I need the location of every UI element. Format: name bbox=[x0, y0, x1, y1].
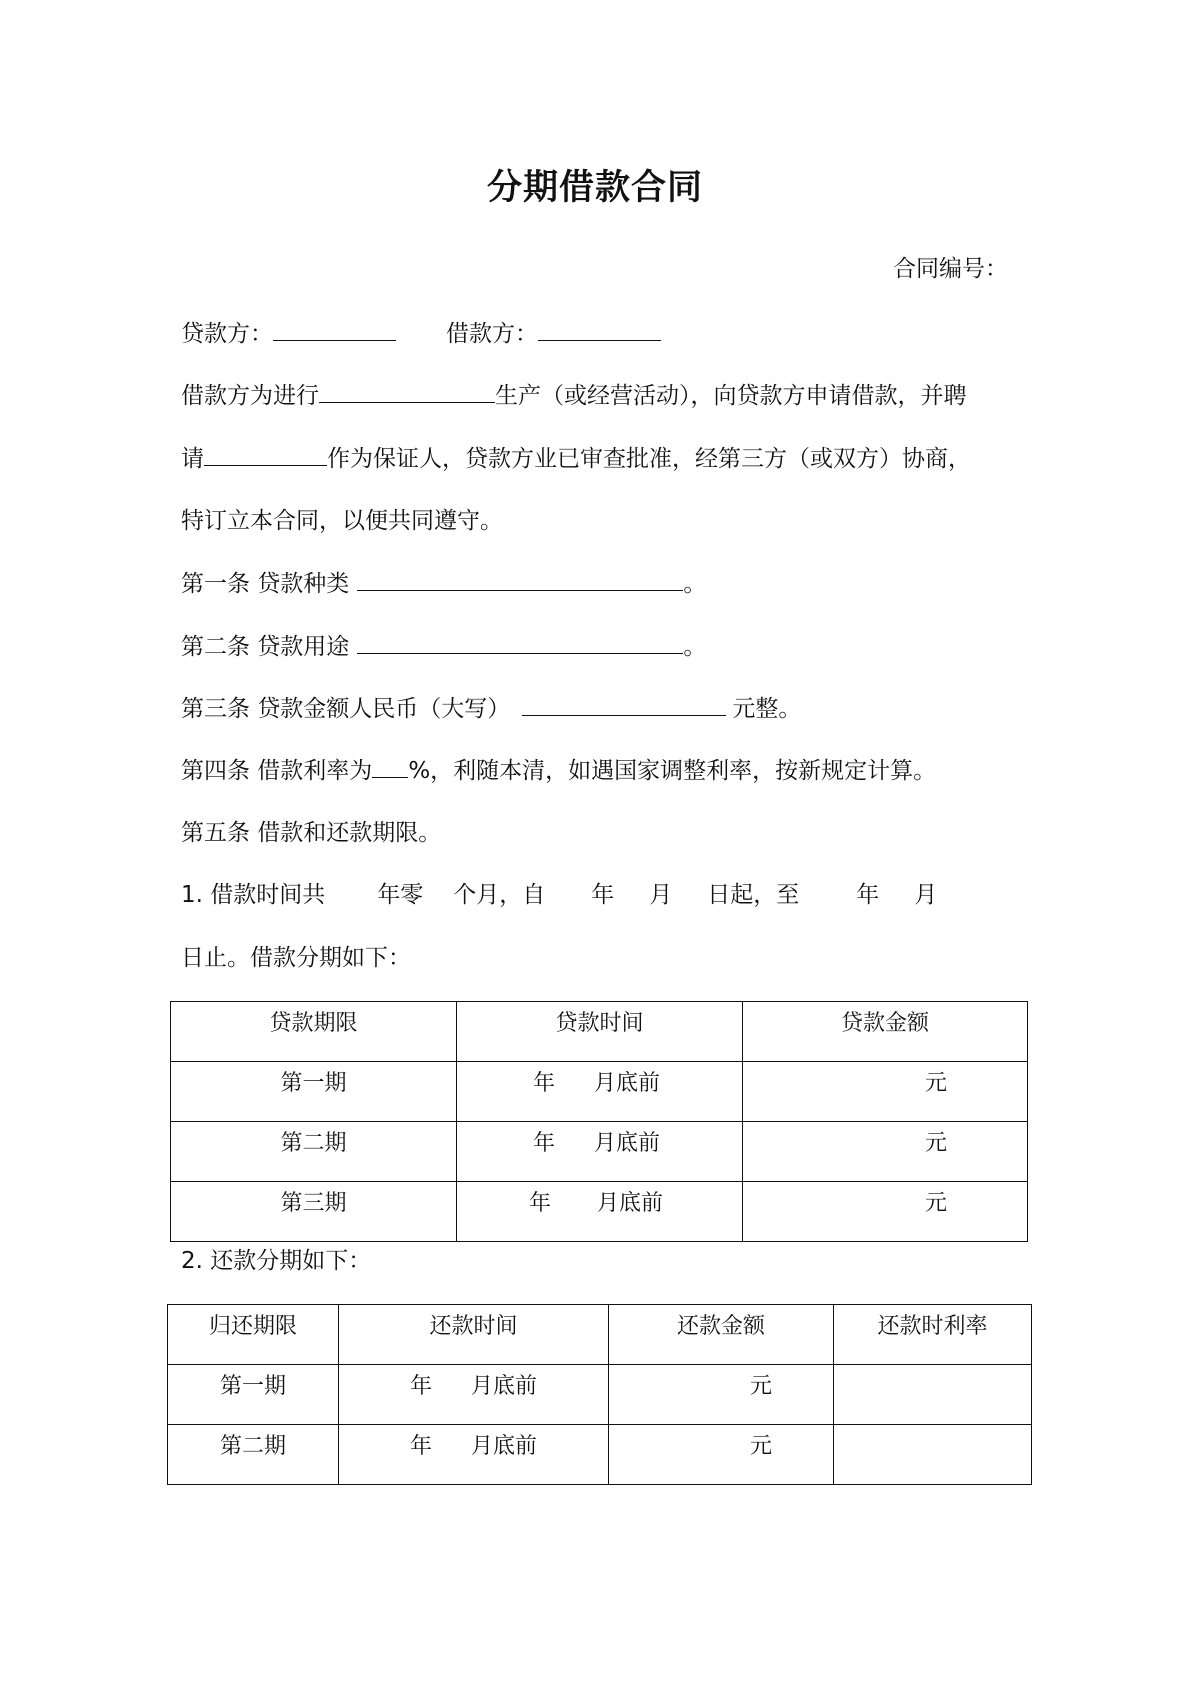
term-text: 1. 借款时间共 bbox=[181, 882, 326, 908]
year-cell: 年 bbox=[533, 1131, 556, 1156]
term-text: 年 bbox=[856, 882, 880, 908]
intro-text: 作为保证人，贷款方业已审查批准，经第三方（或双方）协商， bbox=[327, 446, 971, 472]
borrower-blank[interactable] bbox=[538, 318, 661, 341]
term-text: 月 bbox=[914, 882, 938, 908]
article-4-suffix: %，利随本清，如遇国家调整利率，按新规定计算。 bbox=[408, 758, 937, 784]
rate-cell[interactable] bbox=[834, 1365, 1032, 1425]
table-row bbox=[171, 1062, 1028, 1122]
article-2 bbox=[181, 631, 706, 662]
month-cell: 月底前 bbox=[471, 1434, 538, 1459]
header-loan-period: 贷款期限 bbox=[269, 1011, 358, 1036]
table-row bbox=[171, 1182, 1028, 1242]
term-text: 年 bbox=[591, 882, 615, 908]
term-text: 日起，至 bbox=[707, 882, 800, 908]
table-header-row bbox=[171, 1002, 1028, 1062]
amount-unit: 元 bbox=[750, 1434, 773, 1459]
loan-type-blank[interactable] bbox=[357, 568, 683, 591]
header-repay-amount: 还款金额 bbox=[676, 1314, 765, 1339]
amount-unit: 元 bbox=[750, 1374, 773, 1399]
article-5: 第五条 借款和还款期限。 bbox=[181, 820, 442, 846]
article-4 bbox=[181, 755, 936, 786]
term-text: 个月，自 bbox=[453, 882, 546, 908]
month-cell: 月底前 bbox=[594, 1131, 661, 1156]
loan-schedule-table bbox=[170, 1001, 1028, 1242]
term-text: 年零 bbox=[377, 882, 424, 908]
header-repay-time: 还款时间 bbox=[429, 1314, 518, 1339]
table-row bbox=[171, 1122, 1028, 1182]
term-line-2: 日止。借款分期如下： bbox=[181, 945, 411, 971]
article-3 bbox=[181, 693, 801, 724]
year-cell: 年 bbox=[410, 1374, 433, 1399]
period-cell: 第一期 bbox=[219, 1374, 286, 1399]
year-cell: 年 bbox=[410, 1434, 433, 1459]
period-cell: 第三期 bbox=[280, 1191, 347, 1216]
period-cell: 第一期 bbox=[280, 1071, 347, 1096]
article-4-label: 第四条 借款利率为 bbox=[181, 758, 373, 784]
amount-unit: 元 bbox=[925, 1131, 948, 1156]
amount-unit: 元 bbox=[925, 1071, 948, 1096]
header-loan-time: 贷款时间 bbox=[555, 1011, 644, 1036]
article-1 bbox=[181, 568, 706, 599]
repay-label: 2. 还款分期如下： bbox=[181, 1248, 372, 1274]
document-title: 分期借款合同 bbox=[486, 168, 703, 208]
article-3-label: 第三条 贷款金额人民币（大写） bbox=[181, 696, 511, 722]
intro-line-3: 特订立本合同，以便共同遵守。 bbox=[181, 508, 503, 534]
intro-text: 借款方为进行 bbox=[181, 383, 319, 409]
parties-line bbox=[181, 318, 661, 349]
month-cell: 月底前 bbox=[597, 1191, 664, 1216]
intro-text: 请 bbox=[181, 446, 204, 472]
month-cell: 月底前 bbox=[471, 1374, 538, 1399]
period-cell: 第二期 bbox=[219, 1434, 286, 1459]
year-cell: 年 bbox=[529, 1191, 552, 1216]
loan-purpose-blank[interactable] bbox=[357, 631, 683, 654]
month-cell: 月底前 bbox=[594, 1071, 661, 1096]
year-cell: 年 bbox=[533, 1071, 556, 1096]
intro-text: 生产（或经营活动），向贷款方申请借款，并聘 bbox=[495, 383, 967, 409]
lender-blank[interactable] bbox=[273, 318, 396, 341]
contract-number-label: 合同编号： bbox=[893, 256, 1008, 282]
table-row bbox=[168, 1425, 1032, 1485]
period-cell: 第二期 bbox=[280, 1131, 347, 1156]
term-line-1 bbox=[181, 880, 937, 910]
borrower-label: 借款方： bbox=[446, 321, 538, 347]
amount-unit: 元 bbox=[925, 1191, 948, 1216]
term-text: 月 bbox=[649, 882, 673, 908]
article-2-label: 第二条 贷款用途 bbox=[181, 634, 350, 660]
table-row bbox=[168, 1365, 1032, 1425]
repayment-schedule-table bbox=[167, 1304, 1032, 1485]
guarantor-blank[interactable] bbox=[204, 443, 327, 466]
production-blank[interactable] bbox=[319, 380, 495, 403]
article-1-label: 第一条 贷款种类 bbox=[181, 571, 350, 597]
header-loan-amount: 贷款金额 bbox=[840, 1011, 929, 1036]
header-repay-rate: 还款时利率 bbox=[877, 1314, 988, 1339]
lender-label: 贷款方： bbox=[181, 321, 273, 347]
table-header-row bbox=[168, 1305, 1032, 1365]
loan-amount-blank[interactable] bbox=[522, 693, 726, 716]
interest-rate-blank[interactable] bbox=[372, 755, 408, 778]
period-mark: 。 bbox=[683, 571, 707, 597]
header-repay-period: 归还期限 bbox=[208, 1314, 297, 1339]
rate-cell[interactable] bbox=[834, 1425, 1032, 1485]
intro-line-1 bbox=[181, 380, 967, 411]
article-3-suffix: 元整。 bbox=[732, 696, 802, 722]
intro-line-2 bbox=[181, 443, 971, 474]
period-mark: 。 bbox=[683, 634, 707, 660]
